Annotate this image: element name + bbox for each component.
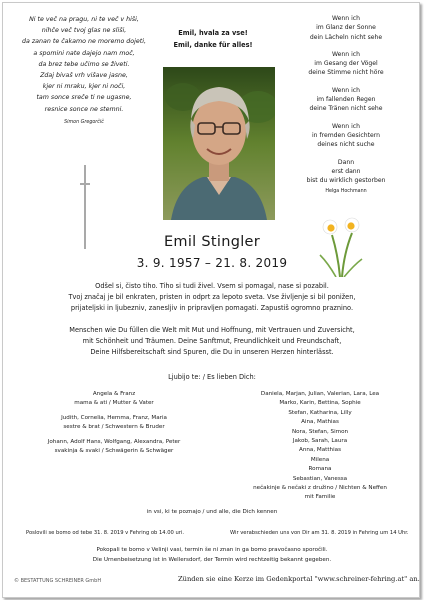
life-dates: 3. 9. 1957 – 21. 8. 2019: [136, 256, 288, 270]
poem-stanza: [284, 86, 408, 114]
poem-line: in fremden Gesichtern: [311, 131, 381, 139]
mourners-family: [24, 390, 204, 461]
tribute-line: Tvoj značaj je bil enkraten, pristen in odprt za lepoto sveta. Vse življenje si bil ponižen,: [68, 293, 356, 301]
poem-line: deines nicht suche: [317, 141, 375, 149]
poem-line: im Gesang der Vögel: [314, 60, 378, 68]
tribute-german: [8, 325, 416, 358]
poem-line: im fallenden Regen: [316, 96, 376, 104]
poem-line: resnice sonce ne stemni.: [44, 105, 124, 113]
tribute-line: Odšel si, čisto tiho. Tiho si tudi živel. Vsem si pomagal, nase si pozabil.: [95, 282, 329, 290]
poem-slovene: [14, 14, 154, 128]
poem-line: nihče več tvoj glas ne sliši,: [41, 27, 127, 35]
poem-author: Simon Gregorčič: [64, 119, 104, 125]
poem-line: kjer ni mraku, kjer ni noči,: [42, 83, 126, 91]
poem-stanza: [284, 50, 408, 78]
farewell-line-german: Emil, danke für alles!: [173, 41, 253, 49]
poem-line: da zanan te čakamo ne moremo dojeti,: [21, 38, 147, 46]
poem-line: Wenn ich: [332, 15, 360, 22]
poem-stanza: [284, 158, 408, 186]
tribute-line: prijateljski in ljubezniv, zanesljiv in pripravljen pomagati. Zapustiš ogromno praznino.: [70, 304, 354, 312]
mourner-names: Marko, Karin, Bettina, Sophie: [279, 400, 361, 407]
mourner-names: Stefan, Katharina, Lilly: [288, 409, 352, 416]
portrait-photo: [163, 67, 275, 220]
tribute-line: mit Schönheit und Träumen. Deine Sanftmut, Freundlichkeit und Freundschaft,: [82, 337, 342, 345]
poem-stanza: [284, 14, 408, 42]
memorial-portal-text: Zünden sie eine Kerze im Gedenkportal "www.schreiner-fehring.at" an.: [178, 575, 420, 583]
poem-author: Helga Hochmann: [325, 189, 367, 195]
closing-line: in vsi, ki te poznajo / und alle, die Dich kennen: [146, 509, 278, 515]
mourner-names: Sebastian, Vanessa: [292, 475, 348, 482]
burial-info-slovene: Pokopali te bomo v Velinji vasi, termin še ni znan in ga bomo pravočasno sporočili.: [96, 547, 328, 553]
poem-line: im Glanz der Sonne: [316, 24, 376, 32]
poem-line: a spomini nate dajejo nam moč,: [33, 49, 135, 57]
poem-line: Ni te več na pragu, ni te več v hiši,: [29, 16, 139, 23]
mourner-names: Angela & Franz: [92, 391, 136, 397]
burial-info-german: Die Urnenbeisetzung ist in Wellersdorf, der Termin wird rechtzeitig bekannt gegeben.: [92, 557, 332, 563]
tribute-line: Deine Hilfsbereitschaft sind Spuren, die Du in unseren Herzen hinterlässt.: [90, 348, 334, 356]
poem-line: Wenn ich: [332, 50, 360, 58]
mourner-relation: nečakinje & nečaki z družino / Nichten & Neffen: [253, 485, 387, 492]
poem-stanza: [284, 122, 408, 150]
mourner-names: Jakob, Sarah, Laura: [292, 438, 348, 445]
mourner-relation: sestre & brat / Schwestern & Bruder: [63, 424, 165, 431]
poem-line: da brez tebe učimo se živeti.: [38, 60, 130, 68]
poem-line: dein Lächeln nicht sehe: [309, 33, 383, 41]
mourner-relation: mit Familie: [304, 494, 336, 501]
mourner-names: Nora, Stefan, Simon: [291, 428, 349, 435]
tribute-slovene: [8, 281, 416, 314]
mourner-relation: mama & ati / Mutter & Vater: [74, 400, 154, 407]
copyright-text: © BESTATTUNG SCHREINER GmbH: [14, 578, 102, 584]
mourner-names: Judith, Cornelia, Hemma, Franz, Maria: [61, 414, 167, 421]
mourner-relation: svakinja & svaki / Schwägerin & Schwäger: [54, 448, 174, 455]
tribute-line: Menschen wie Du füllen die Welt mit Mut und Hoffnung, mit Vertrauen und Zuversicht,: [69, 326, 355, 334]
mourners-heading: Ljubijo te: / Es lieben Dich:: [168, 373, 256, 381]
mourner-group: [24, 390, 204, 409]
mourners-nieces-nephews: [228, 390, 412, 503]
poem-line: deine Stimme nicht höre: [308, 69, 384, 77]
mourner-names: Romana: [308, 466, 332, 473]
mourner-group: [24, 438, 204, 457]
poem-line: bist du wirklich gestorben: [306, 177, 386, 185]
mourner-names: Milena: [310, 456, 330, 463]
mourner-names: Aina, Mathias: [301, 419, 339, 426]
service-info-german: Wir verabschieden uns von Dir am 31. 8. 2019 in Fehring um 14 Uhr.: [230, 530, 409, 536]
deceased-name: Emil Stingler: [163, 234, 261, 250]
poem-german: [284, 14, 408, 197]
portrait-illustration: [163, 67, 275, 220]
mourner-names: Johann, Adolf Hans, Wolfgang, Alexandra, Peter: [47, 438, 181, 445]
poem-line: Dann: [337, 158, 355, 166]
poem-line: tam sonce sreče ti ne ugasne,: [36, 94, 132, 102]
poem-line: Wenn ich: [332, 122, 360, 130]
farewell-quote: [156, 27, 270, 51]
poem-line: deine Tränen nicht sehe: [309, 105, 383, 113]
mourner-names: Anna, Matthias: [299, 447, 341, 454]
farewell-line-slovene: Emil, hvala za vse!: [178, 29, 248, 37]
service-info-slovene: Poslovili se bomo od tebe 31. 8. 2019 v Fehring ob 14.00 uri.: [26, 530, 185, 536]
poem-line: Zdaj bivaš vrh višave jasne,: [40, 72, 128, 80]
mourner-names: Daniela, Marjan, Julian, Valerian, Lara, Lea: [260, 391, 380, 397]
mourner-group: [24, 414, 204, 433]
poem-line: erst dann: [331, 167, 361, 175]
poem-line: Wenn ich: [332, 86, 360, 94]
